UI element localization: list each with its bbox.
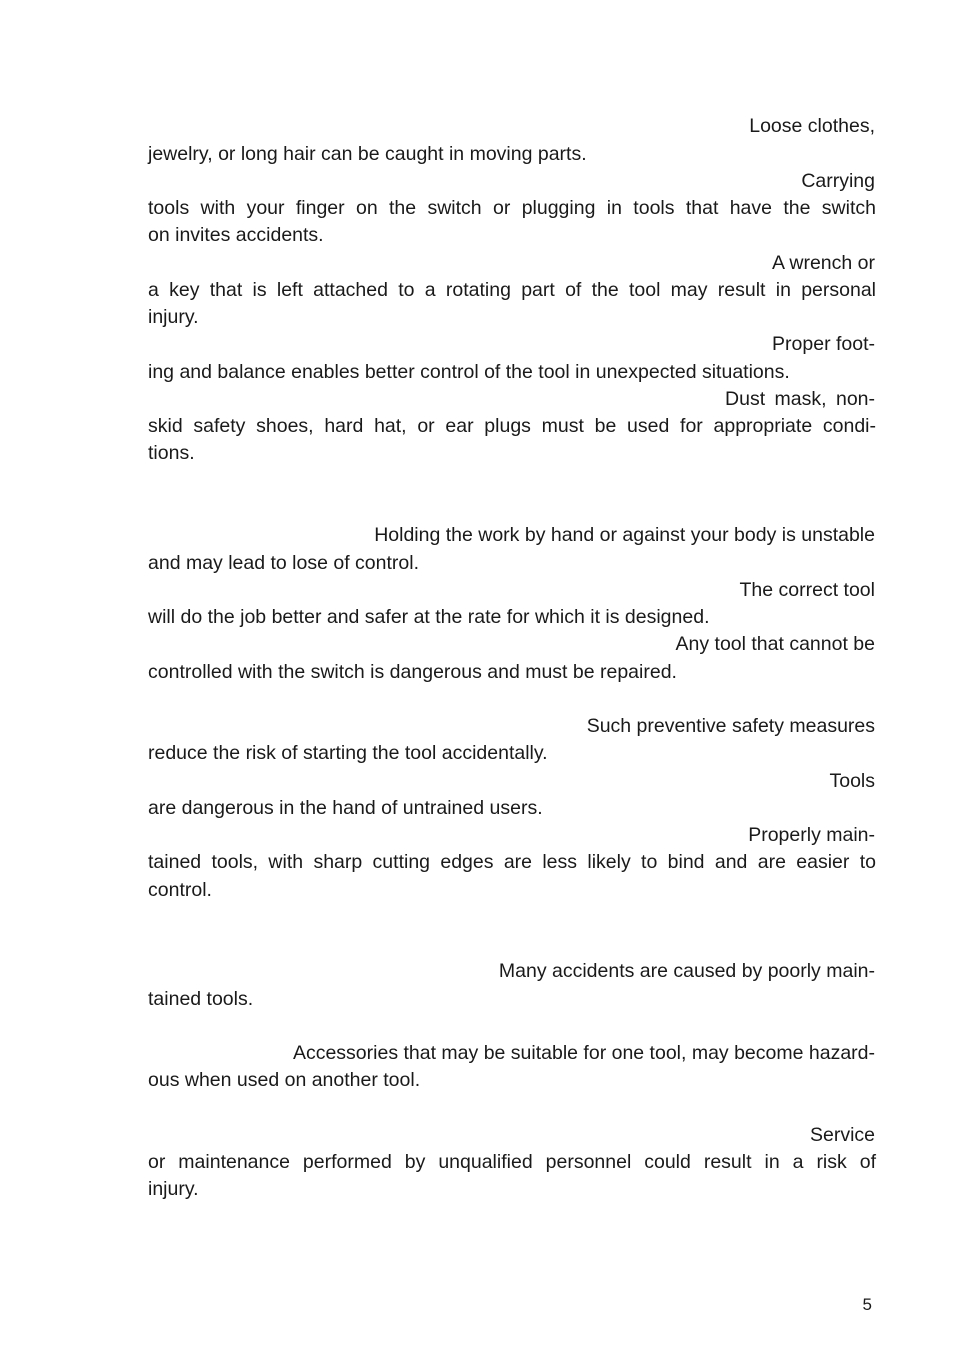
text-line: tained tools, with sharp cutting edges are less likely to bind and are easier to — [148, 851, 876, 873]
text-line: tained tools. — [148, 988, 254, 1010]
text-line: will do the job better and safer at the rate for which it is designed. — [148, 606, 710, 628]
text-line: a key that is left attached to a rotating part of the tool may result in personal — [148, 279, 876, 301]
text-line: The correct tool — [739, 579, 875, 601]
text-line: ing and balance enables better control of the tool in unexpected situations. — [148, 361, 790, 383]
text-line: or maintenance performed by unqualified personnel could result in a risk of — [148, 1151, 876, 1173]
text-line: Tools — [829, 770, 875, 792]
text-line: A wrench or — [772, 252, 875, 274]
text-line: Properly main- — [748, 824, 875, 846]
text-line: tools with your finger on the switch or plugging in tools that have the switch — [148, 197, 876, 219]
text-line: Such preventive safety measures — [586, 715, 875, 737]
text-line: injury. — [148, 306, 199, 328]
text-line: jewelry, or long hair can be caught in moving parts. — [148, 143, 587, 165]
text-line: controlled with the switch is dangerous and must be repaired. — [148, 661, 677, 683]
text-line: skid safety shoes, hard hat, or ear plugs must be used for appropriate condi- — [148, 415, 876, 437]
text-line: ous when used on another tool. — [148, 1069, 421, 1091]
text-line: Any tool that cannot be — [675, 633, 875, 655]
text-line: and may lead to lose of control. — [148, 552, 419, 574]
text-line: Holding the work by hand or against your body is unstable — [374, 524, 875, 546]
text-line: Dust mask, non- — [725, 388, 875, 410]
text-line: Loose clothes, — [749, 115, 875, 137]
text-line: tions. — [148, 442, 195, 464]
text-line: reduce the risk of starting the tool accidentally. — [148, 742, 548, 764]
text-line: Carrying — [801, 170, 875, 192]
text-line: are dangerous in the hand of untrained users. — [148, 797, 543, 819]
text-line: Many accidents are caused by poorly main- — [498, 960, 875, 982]
text-line: Proper foot- — [772, 333, 875, 355]
page-number: 5 — [862, 1295, 872, 1314]
text-line: control. — [148, 879, 212, 901]
text-line: on invites accidents. — [148, 224, 324, 246]
text-line: injury. — [148, 1178, 199, 1200]
text-line: Accessories that may be suitable for one tool, may become hazard- — [292, 1042, 875, 1064]
text-line: Service — [809, 1124, 875, 1146]
